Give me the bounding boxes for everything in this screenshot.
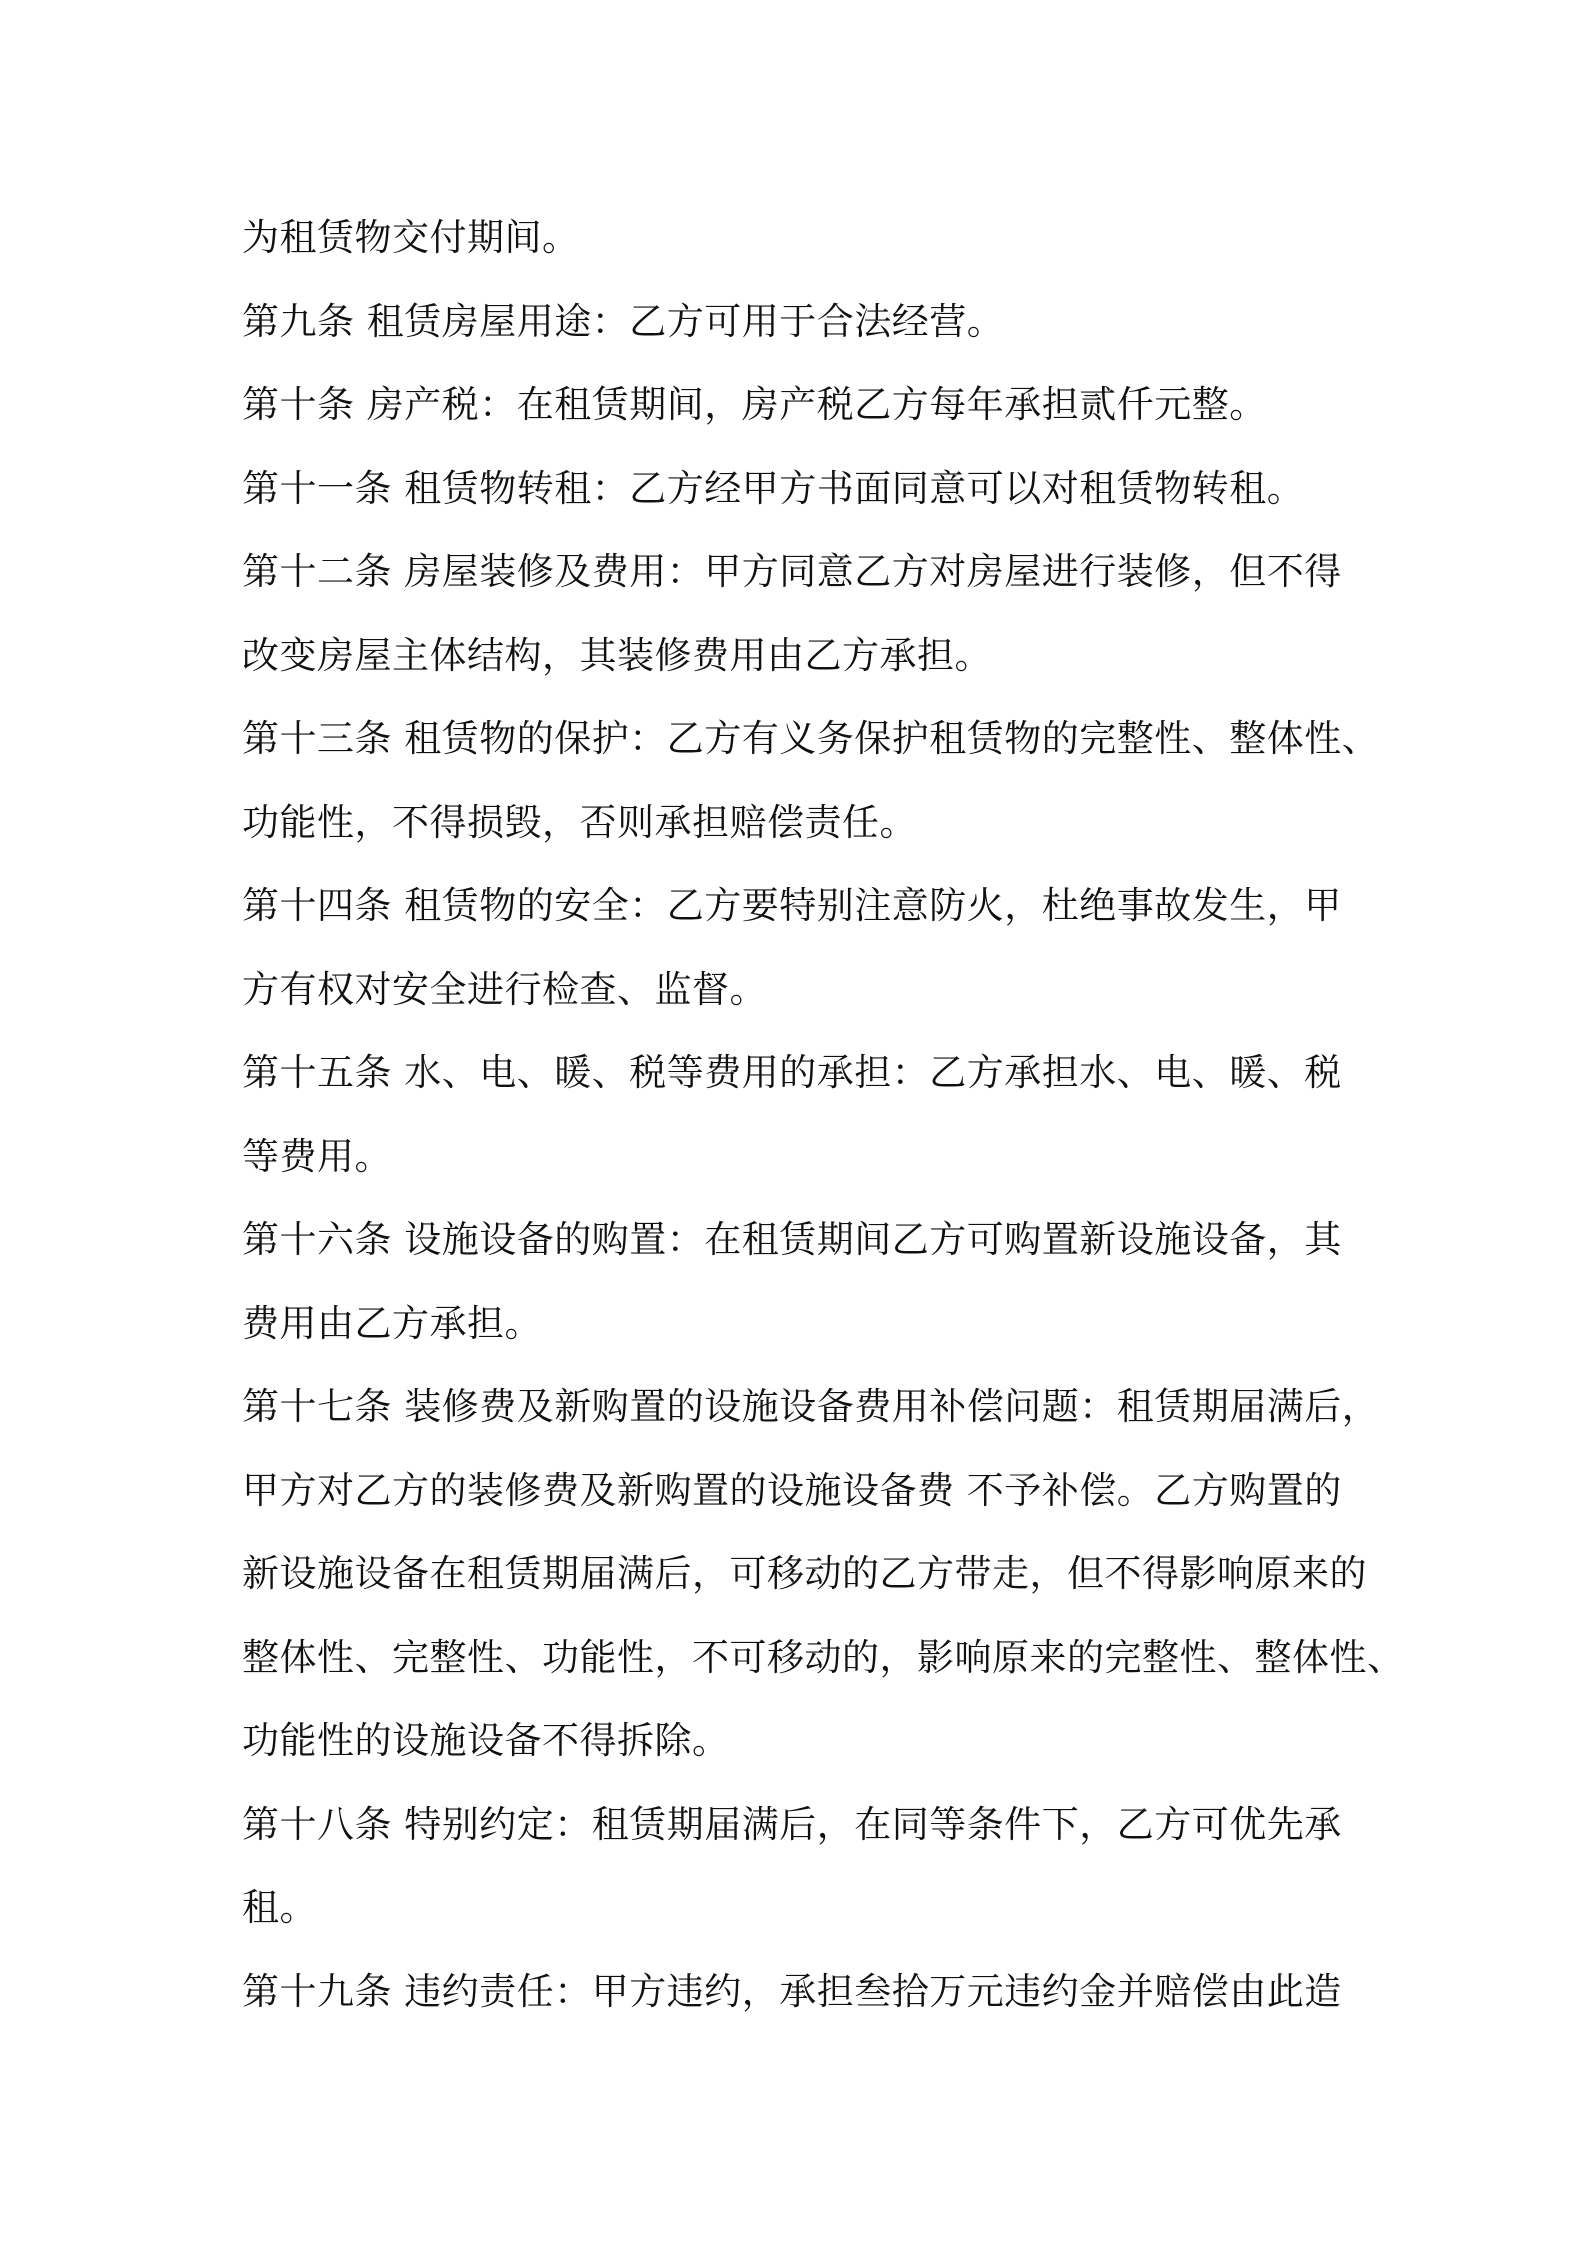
text-line: 功能性，不得损毁，否则承担赔偿责任。 bbox=[242, 800, 917, 844]
clause-14-line: 第十四条 租赁物的安全：乙方要特别注意防火，杜绝事故发生，甲 bbox=[242, 884, 1342, 927]
clause-12-line: 第十二条 房屋装修及费用：甲方同意乙方对房屋进行装修，但不得 bbox=[242, 550, 1342, 593]
clause-11-line: 第十一条 租赁物转租：乙方经甲方书面同意可以对租赁物转租。 bbox=[242, 466, 1305, 510]
text-line: 租。 bbox=[242, 1886, 317, 1929]
clause-19-line: 第十九条 违约责任：甲方违约，承担叁拾万元违约金并赔偿由此造 bbox=[242, 1969, 1342, 2013]
text-line: 甲方对乙方的装修费及新购置的设施设备费 不予补偿。乙方购置的 bbox=[242, 1468, 1342, 1512]
text-line: 方有权对安全进行检查、监督。 bbox=[242, 967, 767, 1011]
clause-18-line: 第十八条 特别约定：租赁期届满后，在同等条件下，乙方可优先承 bbox=[242, 1802, 1342, 1846]
clause-9-line: 第九条 租赁房屋用途：乙方可用于合法经营。 bbox=[242, 299, 1005, 343]
clause-17-line: 第十七条 装修费及新购置的设施设备费用补偿问题：租赁期届满后， bbox=[242, 1385, 1380, 1428]
text-line: 改变房屋主体结构，其装修费用由乙方承担。 bbox=[242, 633, 992, 677]
text-line: 费用由乙方承担。 bbox=[242, 1301, 542, 1345]
clause-15-line: 第十五条 水、电、暖、税等费用的承担：乙方承担水、电、暖、税 bbox=[242, 1051, 1342, 1094]
text-line: 整体性、完整性、功能性，不可移动的，影响原来的完整性、整体性、 bbox=[242, 1635, 1405, 1679]
contract-text bbox=[242, 196, 1405, 2033]
clause-13-line: 第十三条 租赁物的保护：乙方有义务保护租赁物的完整性、整体性、 bbox=[242, 717, 1380, 760]
text-line: 为租赁物交付期间。 bbox=[242, 216, 580, 259]
clause-10-line: 第十条 房产税：在租赁期间，房产税乙方每年承担贰仟元整。 bbox=[242, 383, 1267, 426]
text-line: 新设施设备在租赁期届满后，可移动的乙方带走，但不得影响原来的 bbox=[242, 1552, 1367, 1595]
text-line: 功能性的设施设备不得拆除。 bbox=[242, 1719, 730, 1762]
clause-16-line: 第十六条 设施设备的购置：在租赁期间乙方可购置新设施设备，其 bbox=[242, 1218, 1342, 1261]
text-line: 等费用。 bbox=[242, 1134, 392, 1178]
